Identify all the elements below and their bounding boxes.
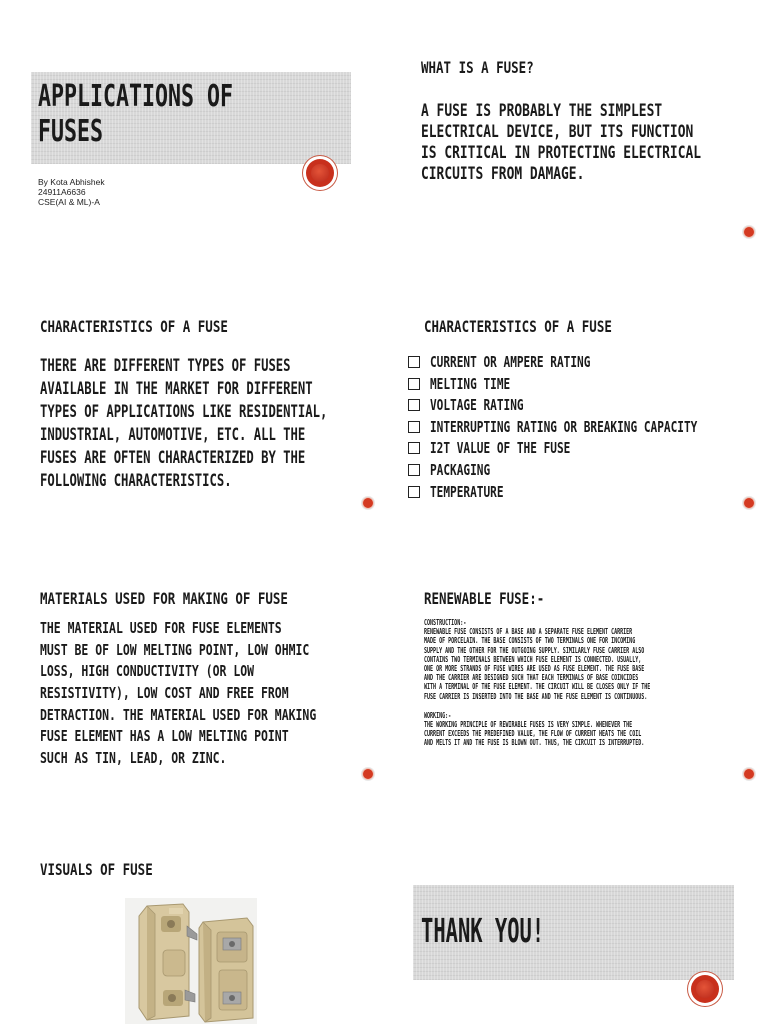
title-line-2: FUSES [38, 114, 104, 149]
fuse-carrier-and-base-image [125, 898, 257, 1024]
thankyou-accent-dot [691, 975, 719, 1003]
checkbox-icon [408, 378, 420, 390]
fuse-photo [125, 898, 257, 1024]
construction-line: MADE OF PORCELAIN. THE BASE CONSISTS OF TWO TERMINALS ONE FOR INCOMING [424, 636, 636, 646]
slide3-heading [40, 319, 281, 335]
checkbox-icon [408, 399, 420, 411]
slide3-line-4: INDUSTRIAL, AUTOMOTIVE, ETC. ALL THE [40, 425, 306, 445]
slide3-accent-dot [362, 497, 374, 509]
list-item: I2T VALUE OF THE FUSE [408, 438, 768, 460]
slide6-body [424, 619, 767, 748]
list-item: PACKAGING [408, 460, 768, 482]
construction-line: WITH A TERMINAL OF THE FUSE ELEMENT. THE CIRCUIT WILL BE CLOSES ONLY IF THE [424, 682, 651, 692]
working-line: CURRENT EXCEEDS THE PREDEFINED VALUE, THE FLOW OF CURRENT HEATS THE COIL [424, 729, 642, 739]
author-block [38, 177, 105, 207]
slide5-heading [40, 591, 358, 607]
slide2-line-1: A FUSE IS PROBABLY THE SIMPLEST [421, 101, 663, 121]
slide7-heading-text: VISUALS OF FUSE [40, 860, 153, 879]
slide5-line-3: LOSS, HIGH CONDUCTIVITY (OR LOW [40, 662, 255, 681]
construction-line: RENEWABLE FUSE CONSISTS OF A BASE AND A SEPARATE FUSE ELEMENT CARRIER [424, 627, 633, 637]
slide7-heading [40, 862, 185, 878]
construction-line: AND THE CARRIER ARE DESIGNED SUCH THAT EACH TERMINALS OF BASE COINCIDES [424, 673, 639, 683]
title-line-1: APPLICATIONS OF [38, 79, 234, 114]
list-item: CURRENT OR AMPERE RATING [408, 352, 768, 374]
checkbox-icon [408, 442, 420, 454]
list-item: VOLTAGE RATING [408, 395, 768, 417]
slide5-line-6: FUSE ELEMENT HAS A LOW MELTING POINT [40, 727, 289, 746]
slide6-heading [424, 591, 578, 607]
slide5-line-4: RESISTIVITY), LOW COST AND FREE FROM [40, 684, 289, 703]
checkbox-icon [408, 421, 420, 433]
working-line: THE WORKING PRINCIPLE OF REWIRABLE FUSES IS VERY SIMPLE. WHENEVER THE [424, 719, 633, 729]
slide2-line-4: CIRCUITS FROM DAMAGE. [421, 164, 585, 184]
thankyou-title [421, 911, 620, 950]
slide3-line-2: AVAILABLE IN THE MARKET FOR DIFFERENT [40, 379, 313, 399]
slide-characteristics-list [384, 256, 768, 512]
slide2-line-3: IS CRITICAL IN PROTECTING ELECTRICAL [421, 143, 702, 163]
slide4-heading [424, 319, 665, 335]
slide3-body [40, 358, 439, 496]
slide-title [0, 0, 384, 256]
list-item: TEMPERATURE [408, 482, 768, 504]
slide-title-heading [38, 79, 309, 149]
list-item: MELTING TIME [408, 374, 768, 396]
slide5-line-5: DETRACTION. THE MATERIAL USED FOR MAKING [40, 705, 317, 724]
slide5-line-2: MUST BE OF LOW MELTING POINT, LOW OHMIC [40, 640, 310, 659]
slide5-body [40, 621, 413, 773]
slide-what-is-fuse [384, 0, 768, 256]
title-accent-dot [306, 159, 334, 187]
slide5-heading-text: MATERIALS USED FOR MAKING OF FUSE [40, 589, 288, 608]
author-dept: CSE(AI & ML)-A [38, 197, 100, 207]
list-item: INTERRUPTING RATING OR BREAKING CAPACITY [408, 417, 768, 439]
construction-line: SUPPLY AND THE OTHER FOR THE OUTGOING SUPPLY. SIMILARLY FUSE CARRIER ALSO [424, 645, 645, 655]
checkbox-icon [408, 486, 420, 498]
construction-line: CONTAINS TWO TERMINALS BETWEEN WHICH FUSE ELEMENT IS CONNECTED. USUALLY, [424, 654, 642, 664]
slide2-accent-dot [743, 226, 755, 238]
author-name: By Kota Abhishek [38, 177, 105, 187]
slide-renewable-fuse [384, 512, 768, 768]
slide2-heading-text: WHAT IS A FUSE? [421, 58, 534, 77]
slide2-line-2: ELECTRICAL DEVICE, BUT ITS FUNCTION [421, 122, 694, 142]
slide3-line-1: THERE ARE DIFFERENT TYPES OF FUSES [40, 356, 291, 376]
fuse-carrier-shape [139, 904, 197, 1020]
slide3-heading-text: CHARACTERISTICS OF A FUSE [40, 317, 228, 336]
checkbox-icon [408, 464, 420, 476]
fuse-base-shape [199, 918, 253, 1022]
construction-line: ONE OR MORE STRANDS OF FUSE WIRES ARE USED AS FUSE ELEMENT. THE FUSE BASE [424, 663, 645, 673]
slide6-heading-text: RENEWABLE FUSE:- [424, 589, 545, 608]
working-line: AND MELTS IT AND THE FUSE IS BLOWN OUT. THUS, THE CIRCUIT IS INTERRUPTED. [424, 738, 645, 748]
characteristics-list [408, 352, 768, 503]
slide-materials [0, 512, 384, 768]
checkbox-icon [408, 356, 420, 368]
slide2-heading [421, 60, 566, 76]
slide-visuals [0, 768, 384, 1024]
slide4-heading-text: CHARACTERISTICS OF A FUSE [424, 317, 612, 336]
slide3-line-3: TYPES OF APPLICATIONS LIKE RESIDENTIAL, [40, 402, 328, 422]
slide2-body [421, 103, 768, 187]
working-label: WORKING:- [424, 710, 452, 720]
author-roll: 24911A6636 [38, 187, 86, 197]
slide-characteristics-intro [0, 256, 384, 512]
slide3-line-6: FOLLOWING CHARACTERISTICS. [40, 471, 232, 491]
slide3-line-5: FUSES ARE OFTEN CHARACTERIZED BY THE [40, 448, 306, 468]
construction-label: CONSTRUCTION:- [424, 618, 467, 627]
slide5-line-1: THE MATERIAL USED FOR FUSE ELEMENTS [40, 619, 282, 637]
slide-thank-you [384, 768, 768, 1024]
slide5-line-7: SUCH AS TIN, LEAD, OR ZINC. [40, 749, 227, 768]
thankyou-text: THANK YOU! [421, 911, 545, 950]
slide4-accent-dot [743, 497, 755, 509]
construction-line: FUSE CARRIER IS INSERTED INTO THE BASE AND THE FUSE ELEMENT IS CONTINUOUS. [424, 691, 648, 701]
